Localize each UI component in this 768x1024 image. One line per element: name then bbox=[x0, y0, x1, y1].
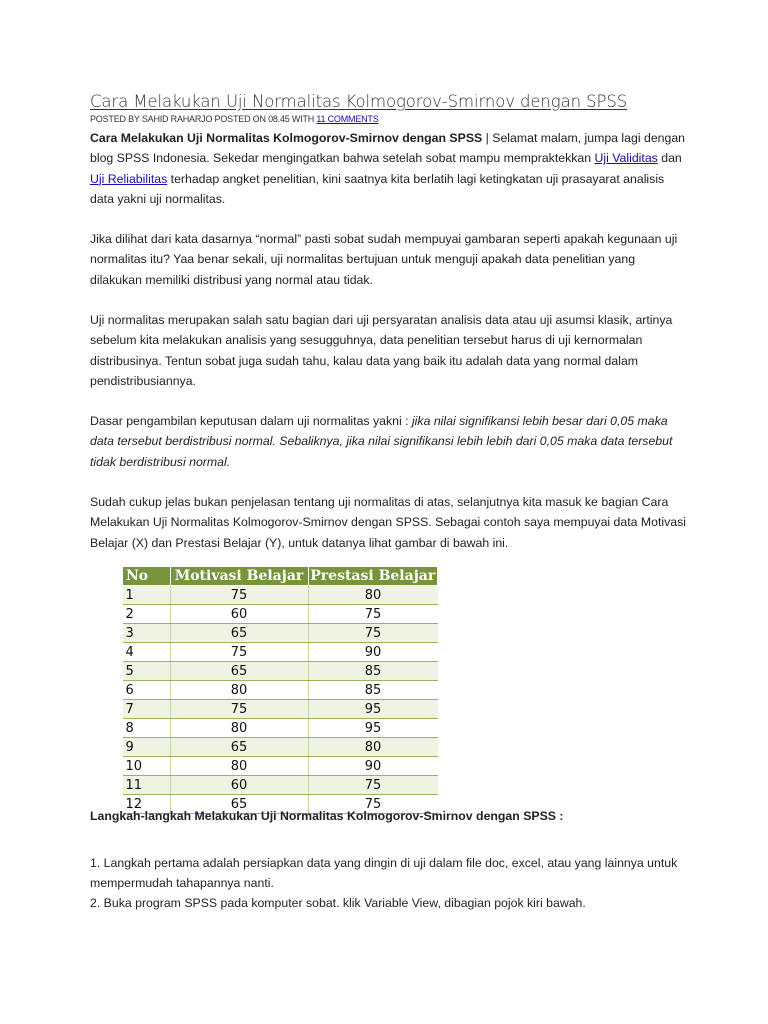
table-row bbox=[123, 586, 438, 605]
intro-text-3: terhadap angket penelitian, kini saatnya kita berlatih lagi ketingkatan uji prasayarat analisis data yakni uji normalitas. bbox=[90, 171, 665, 206]
paragraph-5: Sudah cukup jelas bukan penjelasan tentang uji normalitas di atas, selanjutnya kita masuk ke bagian Cara Melakukan Uji Normalitas Kolmogorov-Smirnov dengan SPSS. Sebagai contoh saya mempuyai data Motivasi Belajar (X) dan Prestasi Belajar (Y), untuk datanya lihat gambar di bawah ini. bbox=[90, 495, 687, 550]
intro-text-2: dan bbox=[657, 151, 682, 166]
table-body bbox=[123, 586, 438, 814]
table-row bbox=[123, 738, 438, 757]
cell-no: 11 bbox=[123, 776, 171, 795]
table-row bbox=[123, 776, 438, 795]
data-table bbox=[122, 566, 438, 814]
cell-motivasi: 80 bbox=[170, 681, 308, 700]
intro-text-1: | Selamat malam, jumpa lagi dengan blog SPSS Indonesia. Sekedar mengingatkan bahwa setelah sobat mampu mempraktekkan bbox=[90, 131, 686, 166]
cell-motivasi: 65 bbox=[170, 738, 308, 757]
table-row bbox=[123, 643, 438, 662]
cell-prestasi: 75 bbox=[308, 624, 438, 643]
table-row bbox=[123, 757, 438, 776]
cell-motivasi: 65 bbox=[170, 795, 308, 814]
intro-paragraph bbox=[90, 128, 690, 209]
cell-prestasi: 90 bbox=[308, 757, 438, 776]
cell-no: 5 bbox=[123, 662, 171, 681]
cell-prestasi: 80 bbox=[308, 586, 438, 605]
cell-motivasi: 80 bbox=[170, 757, 308, 776]
uji-validitas-link[interactable]: Uji Validitas bbox=[594, 151, 658, 166]
cell-no: 9 bbox=[123, 738, 171, 757]
cell-prestasi: 80 bbox=[308, 738, 438, 757]
cell-motivasi: 75 bbox=[170, 700, 308, 719]
table-row bbox=[123, 662, 438, 681]
table-row bbox=[123, 700, 438, 719]
article-title[interactable]: Cara Melakukan Uji Normalitas Kolmogorov-Smirnov dengan SPSS bbox=[90, 92, 628, 111]
step-1: 1. Langkah pertama adalah persiapkan data yang dingin di uji dalam file doc, excel, atau yang lainnya untuk mempermudah tahapannya nanti. bbox=[90, 856, 678, 891]
cell-no: 6 bbox=[123, 681, 171, 700]
table-row bbox=[123, 624, 438, 643]
table-row bbox=[123, 719, 438, 738]
cell-motivasi: 65 bbox=[170, 624, 308, 643]
post-meta bbox=[90, 114, 379, 124]
cell-motivasi: 80 bbox=[170, 719, 308, 738]
uji-reliabilitas-link[interactable]: Uji Reliabilitas bbox=[90, 171, 168, 186]
steps-heading bbox=[90, 806, 690, 826]
cell-prestasi: 90 bbox=[308, 643, 438, 662]
table-header-row bbox=[123, 567, 438, 586]
cell-prestasi: 95 bbox=[308, 719, 438, 738]
header-no: No bbox=[123, 567, 171, 586]
cell-no: 4 bbox=[123, 643, 171, 662]
cell-motivasi: 75 bbox=[170, 643, 308, 662]
steps-heading-text: Langkah-langkah Melakukan Uji Normalitas Kolmogorov-Smirnov dengan SPSS : bbox=[90, 809, 564, 823]
cell-prestasi: 75 bbox=[308, 776, 438, 795]
cell-motivasi: 60 bbox=[170, 776, 308, 795]
paragraph-3: Uji normalitas merupakan salah satu bagian dari uji persyaratan analisis data atau uji asumsi klasik, artinya sebelum kita melakukan analisis yang sesugguhnya, data penelitian tersebut harus di uji kernormalan distribusinya. Tentun sobat juga sudah tahu, kalau data yang baik itu adalah data yang normal dalam pendistribusiannya. bbox=[90, 313, 673, 388]
header-prestasi: Prestasi Belajar bbox=[308, 567, 438, 586]
paragraph-4-italic: jika nilai signifikansi lebih besar dari 0,05 maka data tersebut berdistribusi normal. Sebaliknya, jika nilai signifikansi lebih lebih dari 0,05 maka data tersebut tidak berdistribusi normal. bbox=[90, 414, 673, 469]
paragraph-4 bbox=[90, 411, 690, 472]
cell-no: 2 bbox=[123, 605, 171, 624]
post-meta-text: POSTED BY SAHID RAHARJO POSTED ON 08.45 WITH bbox=[90, 114, 317, 124]
step-2: 2. Buka program SPSS pada komputer sobat. klik Variable View, dibagian pojok kiri bawah. bbox=[90, 896, 586, 910]
cell-no: 12 bbox=[123, 795, 171, 814]
cell-no: 7 bbox=[123, 700, 171, 719]
cell-prestasi: 85 bbox=[308, 662, 438, 681]
table-row bbox=[123, 605, 438, 624]
cell-prestasi: 75 bbox=[308, 605, 438, 624]
cell-no: 10 bbox=[123, 757, 171, 776]
cell-motivasi: 60 bbox=[170, 605, 308, 624]
cell-no: 8 bbox=[123, 719, 171, 738]
cell-prestasi: 95 bbox=[308, 700, 438, 719]
cell-prestasi: 85 bbox=[308, 681, 438, 700]
intro-bold: Cara Melakukan Uji Normalitas Kolmogorov-Smirnov dengan SPSS bbox=[90, 131, 483, 145]
cell-motivasi: 75 bbox=[170, 586, 308, 605]
cell-no: 3 bbox=[123, 624, 171, 643]
cell-prestasi: 75 bbox=[308, 795, 438, 814]
paragraph-2: Jika dilihat dari kata dasarnya “normal” pasti sobat sudah mempuyai gambaran seperti apakah kegunaan uji normalitas itu? Yaa benar sekali, uji normalitas bertujuan untuk menguji apakah data penelitian yang dilakukan memiliki distribusi yang normal atau tidak. bbox=[90, 232, 678, 287]
table-row bbox=[123, 681, 438, 700]
header-motivasi: Motivasi Belajar bbox=[170, 567, 308, 586]
comments-link[interactable]: 11 COMMENTS bbox=[316, 114, 379, 124]
cell-no: 1 bbox=[123, 586, 171, 605]
paragraph-4-text: Dasar pengambilan keputusan dalam uji normalitas yakni : bbox=[90, 414, 412, 428]
cell-motivasi: 65 bbox=[170, 662, 308, 681]
